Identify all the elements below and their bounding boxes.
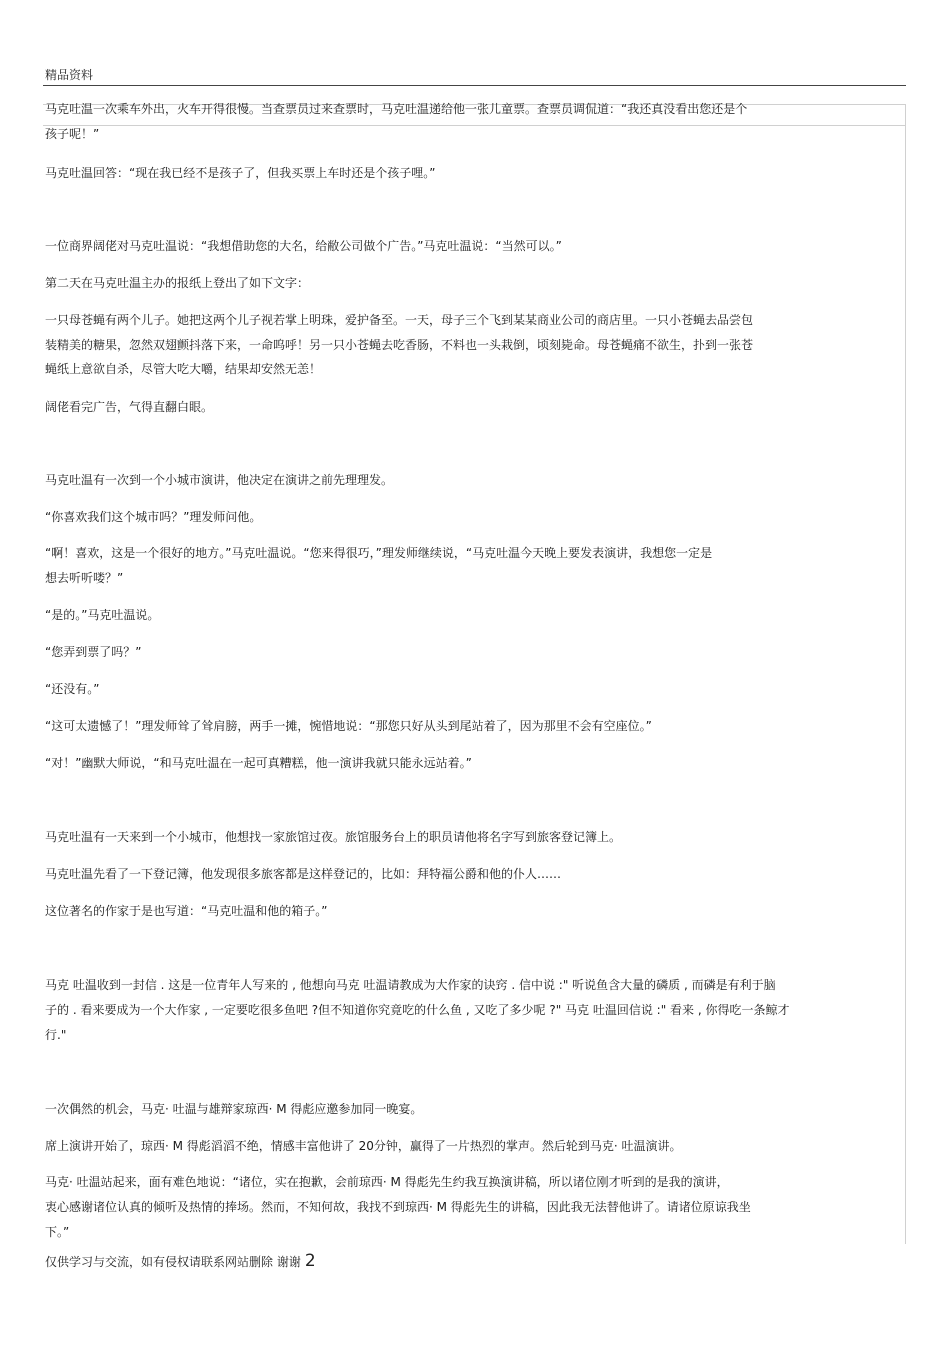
footer-note: 仅供学习与交流，如有侵权请联系网站删除 谢谢	[45, 1255, 301, 1269]
text-line: 席上演讲开始了，琼西· M 得彪滔滔不绝，情感丰富他讲了 20分钟，赢得了一片热烈的掌声。然后轮到马克· 吐温演讲。	[45, 1139, 682, 1153]
page-number: 2	[304, 1251, 316, 1271]
text-line: 一位商界阔佬对马克吐温说：“我想借助您的大名，给敝公司做个广告。”马克吐温说：“当然可以。”	[45, 239, 562, 253]
text-line: 第二天在马克吐温主办的报纸上登出了如下文字：	[45, 276, 310, 290]
text-line: “您弄到票了吗？”	[45, 645, 142, 659]
text-line: “啊！喜欢，这是一个很好的地方。”马克吐温说。“您来得很巧，”理发师继续说，“马克吐温今天晚上要发表演讲，我想您一定是	[45, 546, 713, 560]
text-line: 马克吐温有一天来到一个小城市，他想找一家旅馆过夜。旅馆服务台上的职员请他将名字写到旅客登记簿上。	[45, 830, 622, 844]
text-line: 马克吐温一次乘车外出，火车开得很慢。当查票员过来查票时，马克吐温递给他一张儿童票。查票员调侃道：“我还真没看出您还是个	[45, 102, 748, 116]
text-line: 马克 吐温收到一封信 . 这是一位青年人写来的 , 他想向马克 吐温请教成为大作家的诀窍 . 信中说 :" 听说鱼含大量的磷质 , 而磷是有利于脑	[45, 978, 776, 992]
text-line: “还没有。”	[45, 682, 100, 696]
text-line: 下。”	[45, 1225, 70, 1239]
text-line: “对！”幽默大师说，“和马克吐温在一起可真糟糕，他一演讲我就只能永远站着。”	[45, 756, 472, 770]
text-line: 蝇纸上意欲自杀，尽管大吃大嚼，结果却安然无恙！	[45, 362, 322, 376]
text-line: 马克吐温回答：“现在我已经不是孩子了，但我买票上车时还是个孩子哩。”	[45, 166, 436, 180]
text-line: 马克吐温先看了一下登记簿，他发现很多旅客都是这样登记的，比如：拜特福公爵和他的仆人……	[45, 867, 562, 881]
text-line: 阔佬看完广告，气得直翻白眼。	[45, 400, 214, 414]
text-line: 衷心感谢诸位认真的倾听及热情的捧场。然而，不知何故，我找不到琼西· M 得彪先生的讲稿，因此我无法替他讲了。请诸位原谅我坐	[45, 1200, 751, 1214]
text-line: 想去听听喽？”	[45, 571, 124, 585]
frame-right-line	[905, 104, 906, 1244]
header-divider	[43, 85, 906, 86]
text-line: “这可太遗憾了！”理发师耸了耸肩膀，两手一摊，惋惜地说：“那您只好从头到尾站着了，因为那里不会有空座位。”	[45, 719, 652, 733]
frame-second-line	[43, 125, 906, 126]
text-line: 一次偶然的机会，马克· 吐温与雄辩家琼西· M 得彪应邀参加同一晚宴。	[45, 1102, 423, 1116]
text-line: 马克吐温有一次到一个小城市演讲，他决定在演讲之前先理理发。	[45, 473, 394, 487]
page-footer	[45, 1251, 316, 1271]
page-header: 精品资料	[45, 68, 94, 82]
text-line: 子的 . 看来要成为一个大作家 , 一定要吃很多鱼吧 ?但不知道你究竟吃的什么鱼 , 又吃了多少呢 ?" 马克 吐温回信说 :" 看来 , 你得吃一条鲸才	[45, 1003, 790, 1017]
text-line: “你喜欢我们这个城市吗？”理发师问他。	[45, 510, 262, 524]
text-line: 马克· 吐温站起来，面有难色地说：“诸位，实在抱歉，会前琼西· M 得彪先生约我互换演讲稿，所以诸位刚才听到的是我的演讲，	[45, 1175, 729, 1189]
text-line: 这位著名的作家于是也写道：“马克吐温和他的箱子。”	[45, 904, 328, 918]
text-line: 行."	[45, 1028, 67, 1042]
text-line: 一只母苍蝇有两个儿子。她把这两个儿子视若掌上明珠，爱护备至。一天，母子三个飞到某某商业公司的商店里。一只小苍蝇去品尝包	[45, 313, 754, 327]
text-line: “是的。”马克吐温说。	[45, 608, 160, 622]
text-line: 孩子呢！”	[45, 127, 100, 141]
text-line: 装精美的糖果，忽然双翅颤抖落下来，一命呜呼！另一只小苍蝇去吃香肠，不料也一头栽倒，顷刻毙命。母苍蝇痛不欲生，扑到一张苍	[45, 338, 754, 352]
